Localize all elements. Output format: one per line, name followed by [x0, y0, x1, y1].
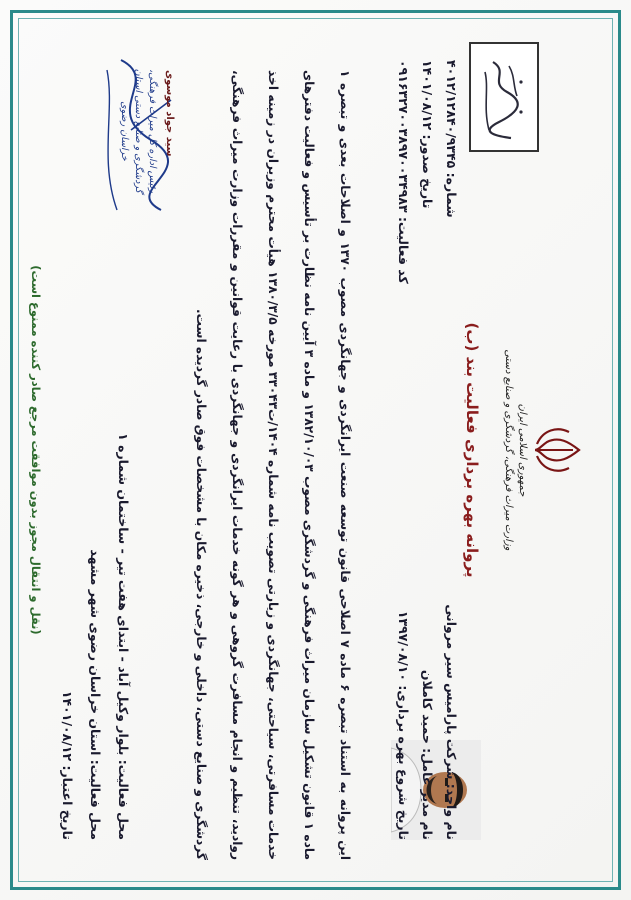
valid-until-field: تاریخ اعتبار: ۱۴۰۱/۰۸/۱۲: [60, 690, 75, 840]
ministry-name: وزارت میراث فرهنگی، گردشگری و صنایع دستی: [503, 349, 514, 551]
signatory-title: رئیس اداره کل میراث فرهنگی، گردشگری و صنایع دستی استان خراسان رضوی: [119, 68, 158, 194]
activity-code-field: کد فعالیت: ۰۹۱۶۳۲۷۰۰۳۸۹۷۰۰۳۴۹۸۳: [396, 60, 411, 284]
signatory-name: سید جواد موسوی: [164, 70, 175, 157]
ministry-heading: [501, 330, 529, 570]
province-field: محل فعالیت: استان خراسان رضوی شهر مشهد: [88, 549, 103, 840]
manager-field: نام مدیر عامل: حمید کاملان: [420, 669, 435, 840]
issue-date-field: تاریخ صدور: ۱۴۰۱/۰۸/۱۲: [420, 60, 435, 209]
country-name: جمهوری اسلامی ایران: [517, 403, 528, 497]
number-field: شماره: ۴۰۱۲/۱۲۸۴۰/۹۳۴۵: [444, 60, 459, 218]
calligraphy-logo-icon: [479, 52, 529, 144]
unit-name-field: نام واحد: شرکت پارامیس سیر مروانی: [444, 604, 459, 840]
start-date-field: تاریخ شروع بهره برداری: ۱۳۹۷/۰۸/۱۰: [396, 610, 411, 840]
office-logo: [469, 42, 539, 152]
address-field: محل فعالیت: بلوار وکیل آباد - ابتدای هفت تیر - ساختمان شماره ۱: [116, 433, 131, 840]
iran-emblem-icon: [531, 420, 583, 480]
transfer-note: (نقل و انتقال مجوز بدون موافقت مرجع صادر کننده ممنوع است): [29, 265, 43, 635]
certificate-title: پروانه بهره برداری فعالیت بند (ب): [463, 322, 481, 578]
certificate-body: این پروانه به استناد تبصره ۶ ماده ۷ اصلاحی قانون توسعه صنعت ایرانگردی و جهانگردی مصوب ۱۳۷۰ و اصلاحات بعدی و تبصره ۱ ماده ۱ قانون تشکیل سازمان میراث فرهنگی و گردشگری مصوب ۱۳۸۲/۱۰/۰۳ و ماده ۳ آیین نامه نظارت بر تأسیس و فعالیت دفترهای خدمات مسافرتی، سیاحتی، جهانگردی و زیارتی تصویب نامه شماره ۱۴۰۴/ت۳۳۰۴۳ مورخه ۱۳۸۰/۳/۵ هیأت محترم وزیران در زمینه اخذ روادید، تنظیم و انجام مسافرت گروهی و هر گونه خدمات ایرانگردی و جهانگردی با رعایت قوانین و مقررات وزارت میراث فرهنگی، گردشگری و صنایع دستی، داخلی و خارجی، ذخیره مکان با مشخصات فوق صادر گردیده است.: [194, 70, 352, 860]
